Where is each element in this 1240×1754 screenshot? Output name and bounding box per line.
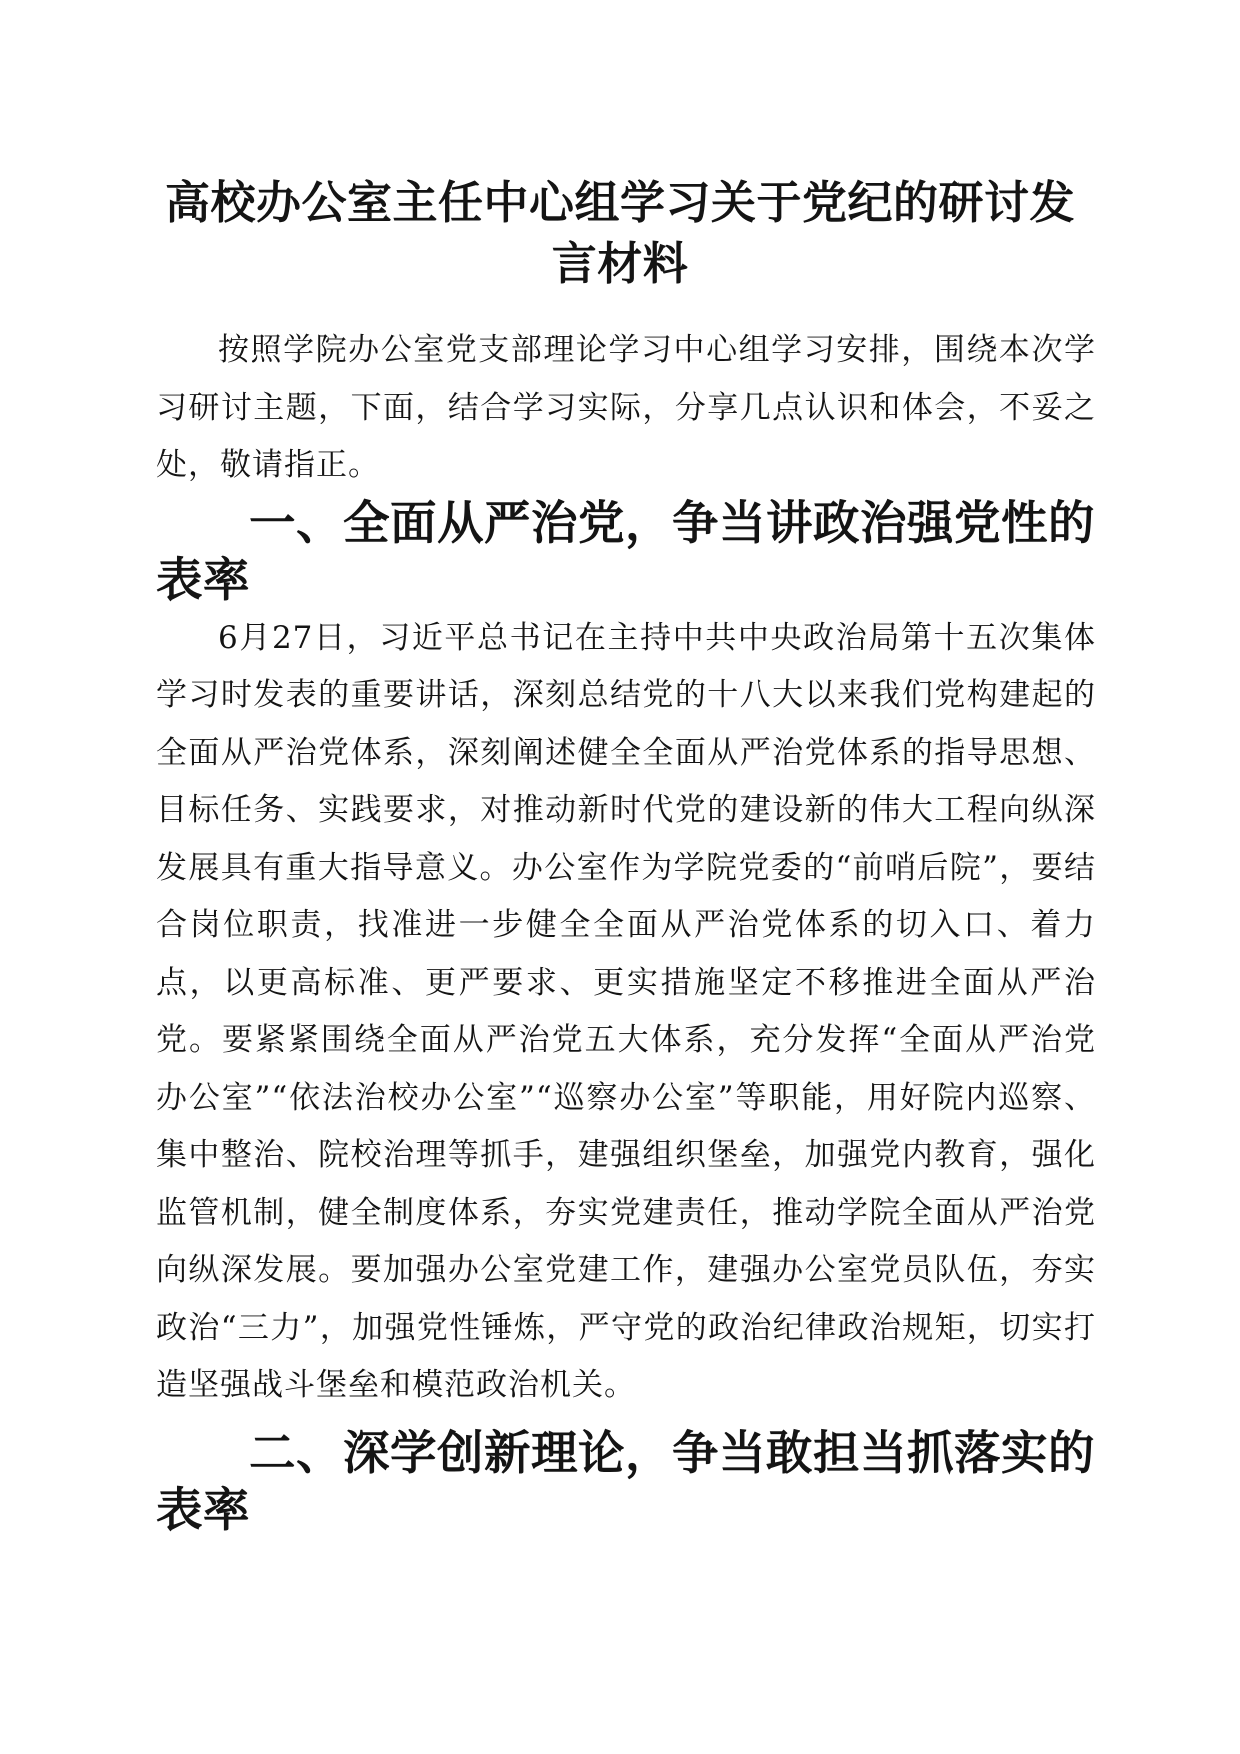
section-heading-2: 二、深学创新理论，争当敢担当抓落实的表率 [156,1425,1095,1537]
section-paragraph-1: 6月27日，习近平总书记在主持中共中央政治局第十五次集体学习时发表的重要讲话，深刻总结党的十八大以来我们党构建起的全面从严治党体系，深刻阐述健全全面从严治党体系的指导思想、目标任务、实践要求，对推动新时代党的建设新的伟大工程向纵深发展具有重大指导意义。办公室作为学院党委的“前哨后院”，要结合岗位职责，找准进一步健全全面从严治党体系的切入口、着力点，以更高标准、更严要求、更实措施坚定不移推进全面从严治党。要紧紧围绕全面从严治党五大体系，充分发挥“全面从严治党办公室”“依法治校办公室”“巡察办公室”等职能，用好院内巡察、集中整治、院校治理等抓手，建强组织堡垒，加强党内教育，强化监管机制，健全制度体系，夯实党建责任，推动学院全面从严治党向纵深发展。要加强办公室党建工作，建强办公室党员队伍，夯实政治“三力”，加强党性锤炼，严守党的政治纪律政治规矩，切实打造坚强战斗堡垒和模范政治机关。 [156,619,1096,1403]
document-body [156,322,1096,1540]
section-heading-1: 一、全面从严治党，争当讲政治强党性的表率 [156,495,1095,607]
document-title: 高校办公室主任中心组学习关于党纪的研讨发言材料 [164,176,1075,290]
intro-paragraph: 按照学院办公室党支部理论学习中心组学习安排，围绕本次学习研讨主题，下面，结合学习实际，分享几点认识和体会，不妥之处，敬请指正。 [156,332,1096,483]
